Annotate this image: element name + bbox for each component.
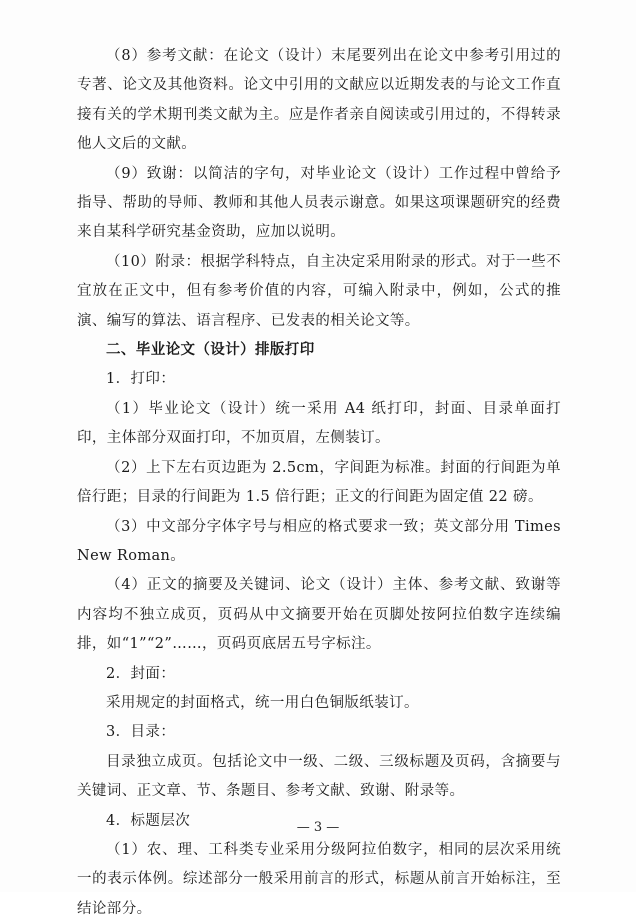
paragraph-appendix: （10）附录：根据学科特点，自主决定采用附录的形式。对于一些不宜放在正文中，但有参考价值的内容，可编入附录中，例如，公式的推演、编写的算法、语言程序、已发表的相关论文等。 [77,253,561,329]
paragraph-margins: （2）上下左右页边距为 2.5cm，字间距为标准。封面的行间距为单倍行距；目录的行间距为 1.5 倍行距；正文的行间距为固定值 22 磅。 [77,459,561,506]
paragraph-title-levels: （1）农、理、工科类专业采用分级阿拉伯数字，相同的层次采用统一的表示体例。综述部分一般采用前言的形式，标题从前言开始标注，至结论部分。 [77,841,561,917]
subheading-toc: 3．目录： [106,724,176,741]
paragraph-fonts: （3）中文部分字体字号与相应的格式要求一致；英文部分用 Times New Roman。 [77,518,561,564]
section-heading: 二、毕业论文（设计）排版打印 [106,342,315,359]
paragraph-acknowledgements: （9）致谢：以简洁的字句，对毕业论文（设计）工作过程中曾给予指导、帮助的导师、教师和其他人员表示谢意。如果这项课题研究的经费来自某科学研究基金资助，应加以说明。 [77,165,561,241]
subheading-cover: 2．封面： [106,665,176,682]
paragraph-page-numbering: （4）正文的摘要及关键词、论文（设计）主体、参考文献、致谢等内容均不独立成页，页码从中文摘要开始在页脚处按阿拉伯数字连续编排，如“1”“2”……，页码页底居五号字标注。 [77,577,561,653]
subheading-printing: 1．打印： [106,371,176,388]
body-text [77,42,561,924]
paragraph-references: （8）参考文献：在论文（设计）末尾要列出在论文中参考引用过的专著、论文及其他资料。论文中引用的文献应以近期发表的与论文工作直接有关的学术期刊类文献为主。应是作者亲自阅读或引用过的，不得转录他人文后的文献。 [77,48,561,153]
subheading-title-levels: 4．标题层次 [106,812,191,829]
paragraph-cover: 采用规定的封面格式，统一用白色铜版纸装订。 [106,694,419,711]
paragraph-toc: 目录独立成页。包括论文中一级、二级、三级标题及页码，含摘要与关键词、正文章、节、条题目、参考文献、致谢、附录等。 [77,753,561,800]
paragraph-print-paper: （1）毕业论文（设计）统一采用 A4 纸打印，封面、目录单面打印，主体部分双面打印，不加页眉，左侧装订。 [77,400,561,447]
page-number: — 3 — [296,820,340,835]
